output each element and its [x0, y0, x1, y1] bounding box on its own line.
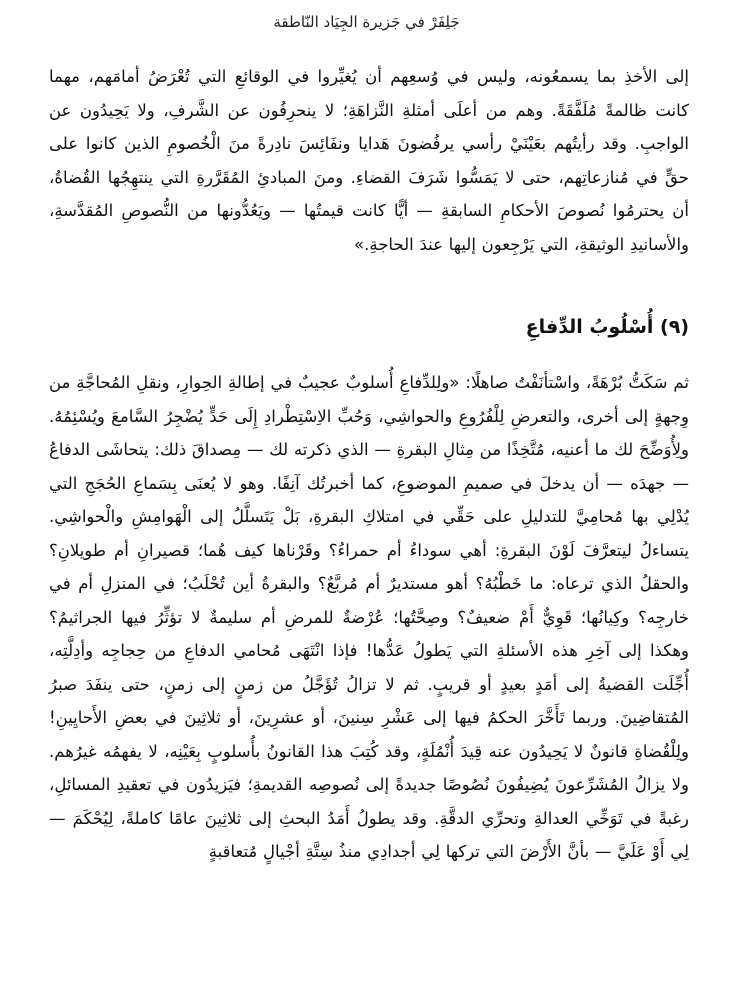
- running-header: جَلِفَرْ في جَزيرة الجِيَاد النّاطقة: [273, 13, 460, 31]
- text-block-top: [49, 60, 689, 261]
- paragraph-quote-ending: إلى الأخذِ بما يسمعُونه، وليس في وُسعِهم أن يُغيِّروا في الوقائعِ التي تُعْرَضُ أمامَهم، مهما كانت ظالمةً مُلَفَّقَةً. وهم من أعلَى أمثلةِ النَّزاهَةِ؛ لا ينحرِفُون عن الشَّرفِ، ولا يَحِيدُون عن الواجبِ. وقد رأيتُهم بعَيْنَيْ رأسي يرفُضونَ هَدايا ونفَائِسَ نادِرةً منَ الْخُصومِ الذين كانوا على حقٍّ في مُنازعاتِهم، حتى لا يَمَسُّوا شَرَفَ القضاءِ. ومنَ المبادئِ المُقَرَّرةِ التي ينتهِجُها القُضاةُ، أن يحترمُوا نُصوصَ الأحكامِ السابقةِ — أيًّا كانت قيمتُها — ويَعُدُّونها من النُّصوصِ المُقدَّسةِ، والأسانيدِ الوثيقةِ، التي يَرْجِعون إليها عندَ الحاجةِ.»: [49, 67, 689, 254]
- paragraph-defense-style: ثم سَكَتُّ بُرْهَةً، واسْتأنَفْتُ صاهلًا: «ولِلدِّفاعِ أُسلوبٌ عجيبٌ في إطالةِ الحِوارِ، ونقلِ المُحاجَّةِ من وِجهةٍ إلى أخرى، والتعرضِ لِلْفُرُوعِ والحواشِي، وَحُبِّ الاِسْتِطْرادِ إِلَى حَدٍّ يُضْجِرُ السَّامعَ ويُسْئِمُهُ. ولِأُوَضِّحَ لك ما أعنيه، مُتَّخِذًا من مِثالِ البقرةِ — الذي ذكرته لك — مِصداقَ ذلك: يتحاشَى الدفاعُ — جهدَه — أن يدخلَ في صميمِ الموضوعِ، كما أخبرتُك آنِفًا. وهو لا يُعنَى بِسَماعِ الحُجَجِ التي يُدْلِي بها مُحامِيَّ للتدليلِ على حَقِّي في امتلاكِ البقرةِ، بَلْ يَتَسلَّلُ إلى الْهَوامِشِ والْحواشِي. يتساءلُ ليتعرَّفَ لَوْنَ البقرةِ: أهي سوداءُ أم حمراءُ؟ وقَرْناها كيف هُما؛ قصيرانِ أم طويلانِ؟ والحقلُ الذي ترعاه: ما خَطْبُهُ؟ أهو مستديرٌ أم مُربَّعٌ؟ والبقرةُ أين تُحْلَبُ؛ في المنزلِ أم في خارجِه؟ وكِيانُها؛ قَوِيٌّ أَمْ ضعيفٌ؟ وصِحَّتُها؛ عُرْضةٌ للمرضِ أم سليمةٌ لا تؤثِّرُ فيها الجراثيمُ؟ وهكذا إلى آخِرِ هذه الأسئلةِ التي يَطولُ عَدُّها! فإذا انْتَهَى مُحامي الدفاعِ من حِجاجِه وأدِلَّتِه، أُجِّلَت القضيةُ إلى أمَدٍ بعيدٍ أو قريبٍ. ثم لا تزالُ تُؤَجَّلُ من زمنٍ إلى زمنٍ، حتى ينفَدَ صبرُ المُتقاضِينَ. وربما تَأَخَّرَ الحكمُ فيها إلى عَشْرِ سِنينَ، أو عشرِينَ، أو ثلاثِينَ في بعضِ الأَحايِينِ! ولِلْقُضاةِ قانونٌ لا يَحِيدُون عنه قِيدَ أُنْمُلَةٍ، وقد كُتِبَ هذا القانونُ بأُسلوبٍ بِعَيْنِه، لا يفهمُه غيرُهم. ولا يزالُ المُشَرِّعونَ يُضِيفُونَ نُصُوصًا جديدةً إلى نُصوصِه القديمةِ؛ فيَزيدُون في تعقيدِ المسائلِ، رغبةً في تَوَخِّي العدالةِ وتحرِّي الدقَّةِ. وقد يطولُ أَمَدُ البحثِ إلى ثلاثِينَ عامًا كاملةً، لِيُحْكَمَ — لِي أَوْ عَلَيَّ — بأنَّ الأَرْضَ التي تركها لِي أجدادِي منذُ سِتَّةِ أجْيالٍ مُتعاقبةٍ: [49, 373, 689, 861]
- text-block-body: [49, 366, 689, 869]
- section-heading: (٩) أُسْلُوبُ الدِّفاعِ: [525, 316, 689, 338]
